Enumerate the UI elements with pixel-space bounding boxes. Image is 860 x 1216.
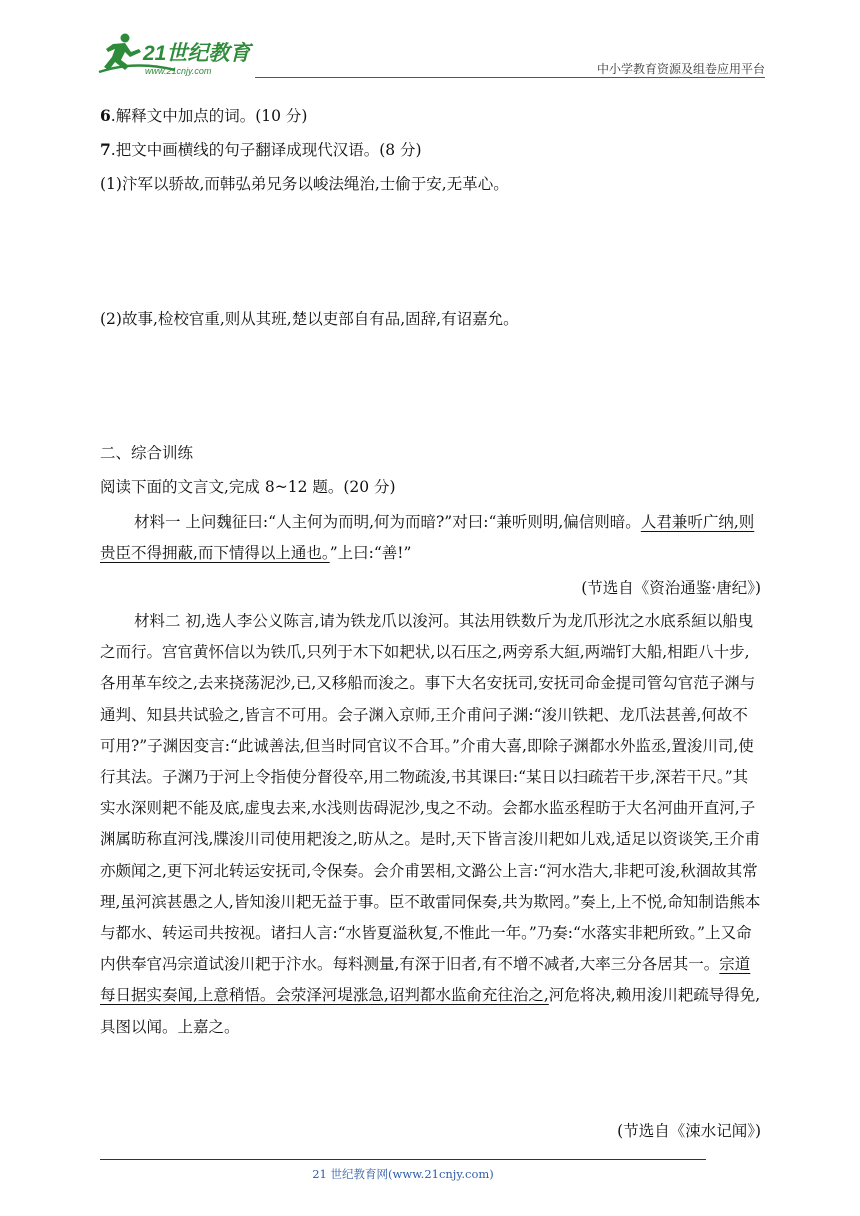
material-2-source: (节选自《涑水记闻》) bbox=[617, 1122, 761, 1140]
material-2-text: ,又移船而浚之。事下大名安抚司,安抚司命金提司管勾官范子渊与通判、知县共试验之,皆言不可用。会子渊入京师,王介甫问子渊:“浚川铁耙、龙爪法甚善,何故不可用?”子渊因变言:“此诚善法,但当时同官议不合耳。”介甫大喜,即除子渊都水外监丞,置浚川司,使行其法。子渊乃于河上令指使分督役卒,用二物疏浚,书其 bbox=[100, 674, 756, 787]
material-2-text: 。”奏上,上不悦,命知制诰熊本与都水、转运司共按视。诸扫人言:“水皆夏溢秋复,不惟此一年。”乃奏:“水落实非耙所致。”上又命内供奉官冯宗道试浚川耙于汴水。每料测量,有深于旧者,有不增不减者,大率三分各居其一。 bbox=[100, 892, 761, 974]
question-7-part-2: (2)故事,检校官重,则从其班,楚以吏部自有品,固辞,有诏嘉允。 bbox=[100, 310, 519, 328]
question-7-part-1: (1)汴军以骄故,而韩弘弟兄务以峻法绳治,士偷于安,无革心。 bbox=[100, 175, 509, 193]
page-footer: 21 世纪教育网(www.21cnjy.com) bbox=[312, 1167, 494, 1181]
question-6 bbox=[100, 106, 307, 126]
underlined-sentence: 宗道每日据实奏闻,上意稍悟。会荥泽河堤涨急,诏判都水监俞充往治之, bbox=[100, 955, 751, 1005]
platform-name: 中小学教育资源及组卷应用平台 bbox=[596, 62, 765, 76]
material-2 bbox=[100, 606, 761, 1043]
material-1-text-end: ”上曰:“善!” bbox=[329, 544, 412, 563]
question-number: 7 bbox=[100, 140, 111, 159]
dotted-word: 已 bbox=[295, 674, 312, 693]
material-1 bbox=[100, 507, 761, 569]
header-rule bbox=[255, 77, 765, 78]
21cnjy-logo bbox=[95, 30, 260, 78]
dotted-word: 资 bbox=[662, 830, 678, 849]
material-2-text-end: 河危将决,赖用浚川耙疏导得免,具图以闻。上嘉之。 bbox=[100, 986, 761, 1036]
svg-text:21世纪教育: 21世纪教育 bbox=[143, 42, 251, 65]
dotted-word: 课 bbox=[481, 768, 498, 787]
svg-text:www.21cnjy.com: www.21cnjy.com bbox=[145, 66, 212, 76]
section-instruction: 阅读下面的文言文,完成 8~12 题。(20 分) bbox=[100, 478, 396, 496]
footer-rule bbox=[100, 1159, 706, 1160]
section-heading: 二、综合训练 bbox=[100, 444, 194, 462]
question-text: .把文中画横线的句子翻译成现代汉语。(8 分) bbox=[110, 141, 422, 159]
material-2-text: 谈笑,王介甫亦颇闻之,更下河北转运安抚司,令保奏。会介甫罢相,文潞公上言:“河水浩大,非耙可浚,秋涸故其常理,虽河滨甚愚之人,皆知浚川耙无益于事。臣不敢雷同保奏,共为欺 bbox=[100, 830, 761, 911]
page-header bbox=[95, 30, 765, 82]
question-number: 6 bbox=[100, 106, 111, 125]
material-1-text: 材料一 上问魏征曰:“人主何为而明,何为而暗?”对曰:“兼听则明,偏信则暗。 bbox=[134, 513, 641, 531]
material-2-text: 材料二 初,选人李公义陈言,请为铁龙爪以浚河。其法用铁数斤为龙爪形沈之水底系絙以船曳之而行。宫官黄怀信以为铁爪,只列于木下如耙状,以石压之,两旁系大絙,两端钉大船,相距八十步,各用革车绞之,去来挠荡泥沙, bbox=[100, 612, 754, 693]
material-2-text: 曰:“某日以扫疏若干步,深若干尺。”其实水深则耙不能及底,虚曳去来,水浅则齿碍泥沙,曳之不动。会都水监丞程昉于大名河曲开直河,子渊属昉称直河浅,牒浚川司使用耙浚之,昉从之。是时,天下皆言浚川耙如儿戏,适足以 bbox=[100, 768, 756, 849]
question-text: .解释文中加点的词。(10 分) bbox=[110, 107, 308, 125]
question-7 bbox=[100, 140, 422, 160]
dotted-word: 罔 bbox=[548, 892, 565, 911]
underlined-sentence: 人君兼听广纳,则贵臣不得拥蔽,而下情得以上通也。 bbox=[100, 513, 755, 563]
material-1-source: (节选自《资治通鉴·唐纪》) bbox=[581, 579, 761, 597]
